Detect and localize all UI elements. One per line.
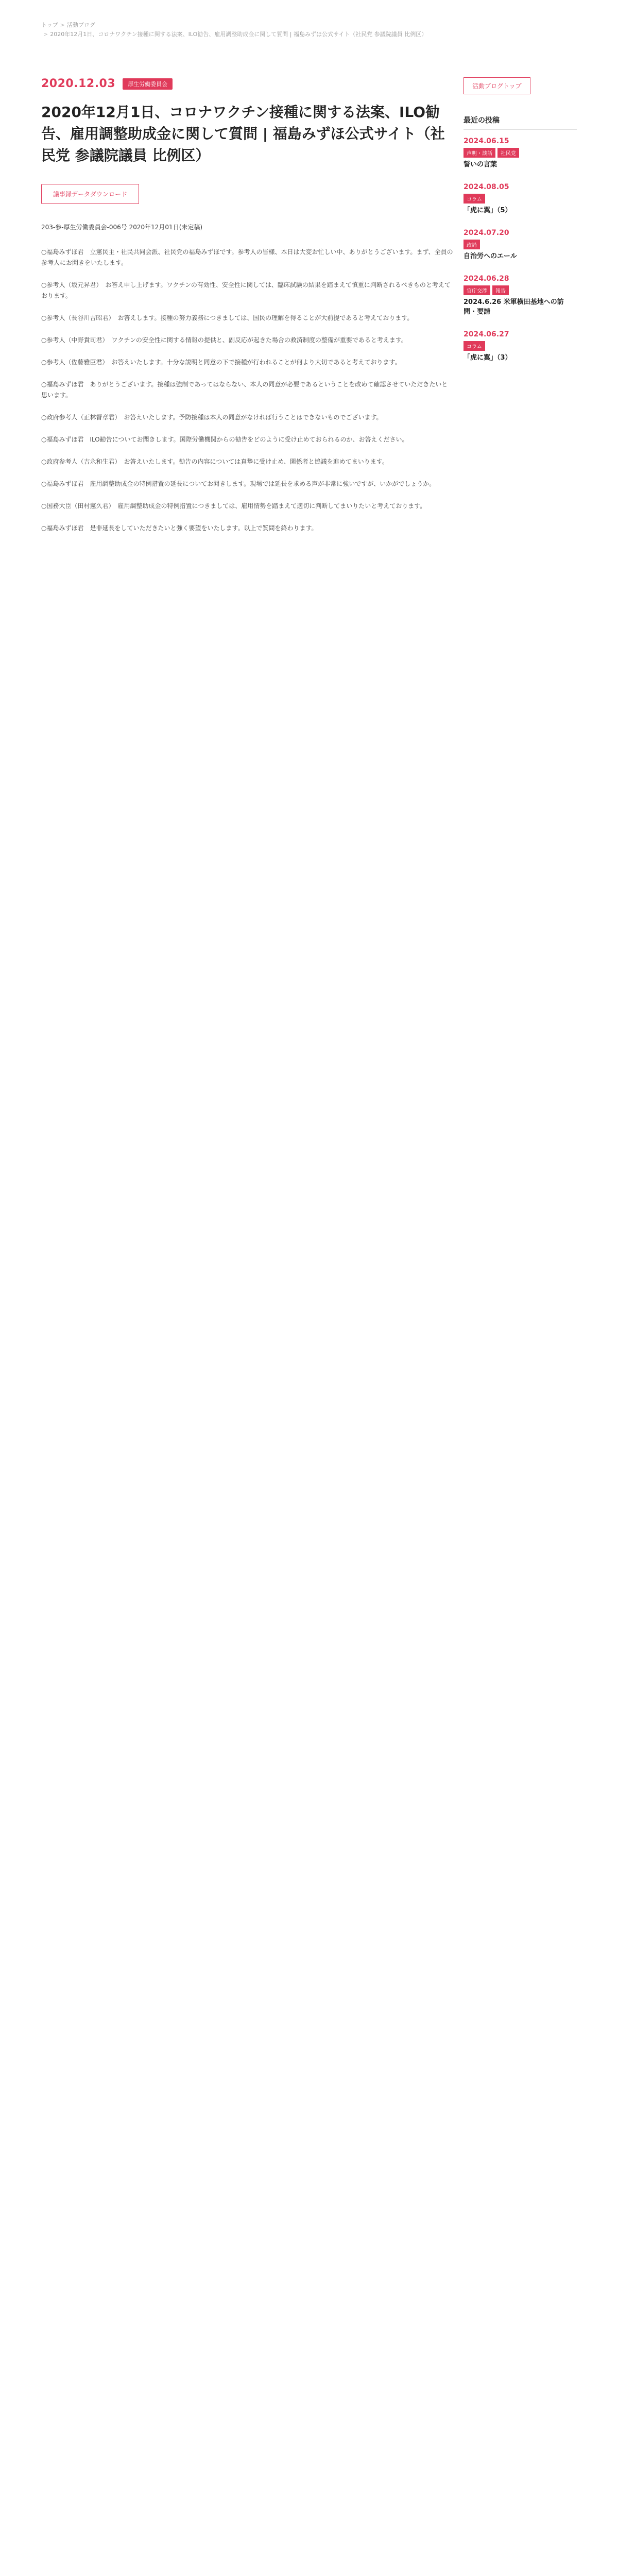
- document-number: 203-参-厚生労働委員会-006号 2020年12月01日(未定稿): [41, 224, 203, 231]
- recent-post-date: 2024.06.28: [464, 275, 509, 283]
- recent-post-badge: コラム: [464, 341, 485, 351]
- breadcrumb-separator: >: [43, 31, 48, 38]
- paragraph: ○政府参考人（吉永和生君） お答えいたします。勧告の内容については真摯に受け止め、関係者と協議を進めてまいります。: [41, 458, 388, 465]
- recent-post-title: 「虎に翼」（3）: [464, 354, 512, 362]
- article-meta: [41, 77, 453, 90]
- breadcrumb-item-top[interactable]: トップ: [41, 22, 58, 28]
- recent-post-date: 2024.08.05: [464, 183, 509, 191]
- paragraph: ○国務大臣（田村憲久君） 雇用調整助成金の特例措置につきましては、雇用情勢を踏まえて適切に判断してまいりたいと考えております。: [41, 502, 426, 510]
- recent-post-badges: [464, 147, 577, 158]
- paragraph: ○参考人（坂元昇君） お答え申し上げます。ワクチンの有効性、安全性に関しては、臨床試験の結果を踏まえて慎重に判断されるべきものと考えております。: [41, 281, 451, 299]
- pdf-download-button[interactable]: 議事録データダウンロード: [41, 184, 139, 204]
- recent-post-badge: 官庁交渉: [464, 285, 490, 295]
- paragraph: ○福島みずほ君 雇用調整助成金の特例措置の延長についてお聞きします。現場では延長を求める声が非常に強いですが、いかがでしょうか。: [41, 480, 436, 487]
- recent-post-title: 自治労へのエール: [464, 252, 517, 260]
- breadcrumb-item-blog[interactable]: 活動ブログ: [66, 22, 95, 28]
- recent-post[interactable]: [464, 183, 577, 215]
- breadcrumb: [41, 21, 577, 39]
- recent-post[interactable]: [464, 330, 577, 363]
- paragraph: ○福島みずほ君 立憲民主・社民共同会派、社民党の福島みずほです。参考人の皆様、本日は大変お忙しい中、ありがとうございます。まず、全員の参考人にお聞きをいたします。: [41, 248, 453, 266]
- recent-post-badges: [464, 193, 577, 204]
- recent-post-badge: 社民党: [497, 148, 519, 158]
- recent-posts-heading: 最近の投稿: [464, 115, 577, 130]
- recent-post-date: 2024.06.15: [464, 137, 509, 145]
- sidebar: [464, 77, 577, 376]
- category-badge[interactable]: 厚生労働委員会: [123, 78, 173, 90]
- paragraph: ○政府参考人（正林督章君） お答えいたします。予防接種は本人の同意がなければ行うことはできないものでございます。: [41, 414, 383, 421]
- recent-post-date: 2024.06.27: [464, 330, 509, 338]
- article-body: [41, 247, 453, 534]
- recent-post-badge: 政局: [464, 240, 480, 249]
- recent-post-date: 2024.07.20: [464, 229, 509, 237]
- paragraph: ○福島みずほ君 是非延長をしていただきたいと強く要望をいたします。以上で質問を終わります。: [41, 524, 318, 532]
- recent-post-badge: コラム: [464, 194, 485, 204]
- recent-post-title: 2024.6.26 米軍横田基地への訪問・要請: [464, 298, 564, 316]
- recent-post-badges: [464, 285, 577, 295]
- article-date: 2020.12.03: [41, 77, 116, 90]
- recent-post-badges: [464, 341, 577, 351]
- breadcrumb-current: 2020年12月1日、コロナワクチン接種に関する法案、ILO勧告、雇用調整助成金に関して質問 | 福島みずほ公式サイト（社民党 参議院議員 比例区）: [50, 31, 427, 38]
- article-title: 2020年12月1日、コロナワクチン接種に関する法案、ILO勧告、雇用調整助成金に関して質問 | 福島みずほ公式サイト（社民党 参議院議員 比例区）: [41, 104, 445, 164]
- recent-post[interactable]: [464, 137, 577, 170]
- paragraph: ○参考人（長谷川吉昭君） お答えします。接種の努力義務につきましては、国民の理解を得ることが大前提であると考えております。: [41, 314, 414, 321]
- paragraph: ○参考人（佐藤雅臣君） お答えいたします。十分な説明と同意の下で接種が行われることが何より大切であると考えております。: [41, 359, 401, 366]
- paragraph: ○参考人（中野貴司君） ワクチンの安全性に関する情報の提供と、副反応が起きた場合の救済制度の整備が重要であると考えます。: [41, 336, 407, 344]
- breadcrumb-separator: >: [60, 22, 65, 28]
- recent-post-badge: 報告: [492, 285, 509, 295]
- recent-post[interactable]: [464, 275, 577, 317]
- article: [41, 77, 453, 545]
- recent-post-title: 「虎に翼」（5）: [464, 207, 512, 214]
- recent-post-badge: 声明・談話: [464, 148, 495, 158]
- recent-post-title: 誓いの言葉: [464, 161, 497, 168]
- recent-post-badges: [464, 239, 577, 249]
- recent-post[interactable]: [464, 229, 577, 261]
- paragraph: ○福島みずほ君 ILO勧告についてお聞きします。国際労働機関からの勧告をどのように受け止めておられるのか、お答えください。: [41, 436, 408, 443]
- paragraph: ○福島みずほ君 ありがとうございます。接種は強制であってはならない、本人の同意が必要であるということを改めて確認させていただきたいと思います。: [41, 381, 448, 399]
- blog-top-button[interactable]: 活動ブログトップ: [464, 77, 530, 94]
